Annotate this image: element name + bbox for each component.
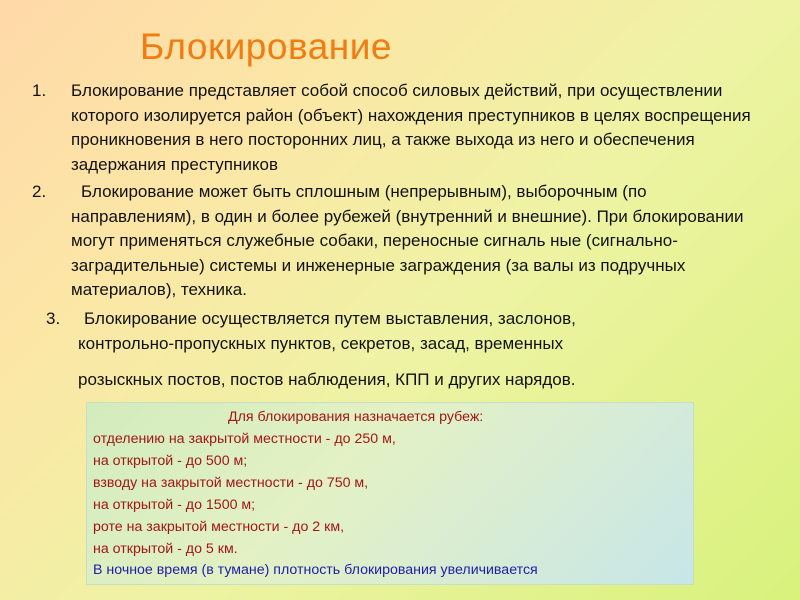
info-box-line: на открытой - до 500 м;: [93, 453, 248, 469]
list-item-text: [78, 307, 704, 393]
info-box-line: на открытой - до 5 км.: [93, 541, 238, 557]
list-item-line: контрольно-пропускных пунктов, секретов, засад, временных: [78, 333, 564, 353]
slide-title: Блокирование: [140, 26, 392, 67]
info-box-line: отделению на закрытой местности - до 250 м,: [93, 431, 396, 447]
info-box-line: роте на закрытой местности - до 2 км,: [93, 519, 345, 535]
list-number: 3.: [46, 309, 61, 328]
list-item-text: Блокирование представляет собой способ силовых действий, при осуществлении которого изолируется район (объект) нахождения преступников в целях воспрещения проникновения в него посторонних лиц, а также выхода из него и обеспечения задержания преступников: [71, 81, 751, 174]
list-number: 1.: [32, 81, 47, 100]
info-box-footer: В ночное время (в тумане) плотность блокирования увеличивается: [93, 562, 538, 578]
info-box-line: взводу на закрытой местности - до 750 м,: [93, 475, 369, 491]
info-box-line: на открытой - до 1500 м;: [93, 497, 256, 513]
list-item-line: Блокирование осуществляется путем выставления, заслонов,: [84, 309, 576, 328]
info-box-heading: Для блокирования назначается рубеж:: [228, 409, 484, 425]
list-number: 2.: [32, 182, 47, 201]
info-box: [86, 402, 694, 585]
list-item-line: розыскных постов, постов наблюдения, КПП и других нарядов.: [78, 370, 576, 389]
list-item-text: Блокирование может быть сплошным (непрерывным), выборочным (по направлениям), в один и более рубежей (внутренний и внешние). При блокировании могут применяться служебные собаки, переносные сигналь ные (сигнально-заградительные) системы и инженерные заграждения (за валы из подручных материалов), техника.: [71, 182, 744, 299]
